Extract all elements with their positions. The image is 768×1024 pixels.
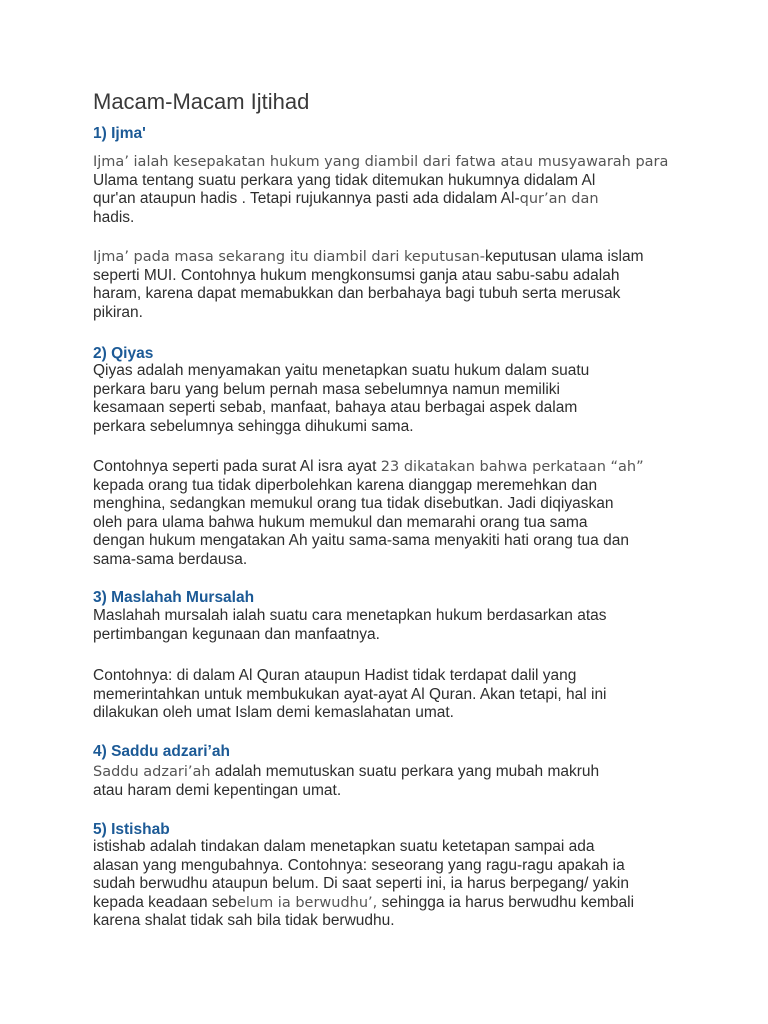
paragraph-maslahah-definition <box>93 607 693 644</box>
text-run: karena shalat tidak sah bila tidak berwudhu. <box>93 912 395 929</box>
text-run: dengan hukum mengatakan Ah yaitu sama-sama menyakiti hati orang tua dan <box>93 532 629 549</box>
paragraph-istishab <box>93 838 693 931</box>
text-line <box>93 763 693 782</box>
text-line <box>93 153 693 172</box>
text-run: kesamaan seperti sebab, manfaat, bahaya atau berbagai aspek dalam <box>93 399 578 416</box>
text-run: seperti MUI. Contohnya hukum mengkonsumsi ganja atau sabu-sabu adalah <box>93 266 620 284</box>
text-run: 23 dikatakan bahwa perkataan “ah” <box>380 459 644 475</box>
text-run: oleh para ulama bahwa hukum memukul dan memarahi orang tua sama <box>93 513 588 531</box>
text-run: atau haram demi kepentingan umat. <box>93 781 342 799</box>
text-run: pikiran. <box>93 303 143 321</box>
paragraph-qiyas-example <box>93 458 693 569</box>
text-line <box>93 667 693 686</box>
text-line <box>93 894 693 913</box>
text-run: keputusan ulama islam <box>484 248 644 265</box>
text-line <box>93 532 693 551</box>
text-run: alasan yang mengubahnya. Contohnya: seseorang yang ragu-ragu apakah ia <box>93 856 625 874</box>
text-line <box>93 248 693 267</box>
text-run: adalah memutuskan suatu perkara yang mubah makruh <box>210 763 600 780</box>
text-run: sama-sama berdausa. <box>93 550 248 568</box>
text-line <box>93 362 693 381</box>
document-title: Macam-Macam Ijtihad <box>93 89 310 114</box>
text-run: Saddu adzari’ah <box>93 764 211 780</box>
text-line <box>93 875 693 894</box>
text-run: sudah berwudhu ataupun belum. Di saat seperti ini, ia harus berpegang/ yakin <box>93 875 629 892</box>
text-run: haram, karena dapat memabukkan dan berbahaya bagi tubuh serta merusak <box>93 285 621 302</box>
text-run: perkara sebelumnya sehingga dihukumi sama. <box>93 417 414 435</box>
text-run: menghina, sedangkan memukul orang tua tidak disebutkan. Jadi diqiyaskan <box>93 495 614 512</box>
paragraph-saddu-adzariah <box>93 763 693 800</box>
text-run: qur’an dan <box>519 191 599 207</box>
section-heading-saddu-adzariah: 4) Saddu adzari’ah <box>93 743 230 760</box>
section-heading-maslahah-mursalah: 3) Maslahah Mursalah <box>93 589 255 606</box>
text-line <box>93 686 693 705</box>
text-line <box>93 551 693 570</box>
text-line <box>93 912 693 931</box>
text-line <box>93 495 693 514</box>
paragraph-maslahah-example <box>93 667 693 723</box>
text-line <box>93 285 693 304</box>
text-line <box>93 304 693 323</box>
text-run: Contohnya seperti pada surat Al isra ayat <box>93 458 381 475</box>
text-run: memerintahkan untuk membukukan ayat-ayat Al Quran. Akan tetapi, hal ini <box>93 685 607 703</box>
text-run: elum ia berwudhu’, <box>236 894 378 911</box>
text-line <box>93 418 693 437</box>
text-line <box>93 267 693 286</box>
text-line <box>93 838 693 857</box>
text-line <box>93 458 693 477</box>
text-line <box>93 381 693 400</box>
text-line <box>93 626 693 645</box>
text-run: Ijma’ ialah kesepakatan hukum yang diambil dari fatwa atau musyawarah para <box>93 154 669 170</box>
section-heading-qiyas: 2) Qiyas <box>93 345 154 362</box>
text-line <box>93 190 693 209</box>
text-run: pertimbangan kegunaan dan manfaatnya. <box>93 625 380 643</box>
text-run: hadis. <box>93 208 135 226</box>
text-run: Contohnya: di dalam Al Quran ataupun Hadist tidak terdapat dalil yang <box>93 667 577 684</box>
section-heading-ijma: 1) Ijma' <box>93 125 146 142</box>
text-line <box>93 607 693 626</box>
paragraph-qiyas-definition <box>93 362 693 436</box>
text-line <box>93 209 693 228</box>
text-line <box>93 172 693 191</box>
text-line <box>93 782 693 801</box>
section-heading-istishab: 5) Istishab <box>93 821 170 838</box>
text-run: sehingga ia harus berwudhu kembali <box>377 893 635 911</box>
text-run: Ulama tentang suatu perkara yang tidak ditemukan hukumnya didalam Al <box>93 171 596 189</box>
text-run: istishab adalah tindakan dalam menetapkan suatu ketetapan sampai ada <box>93 838 595 855</box>
text-run: Maslahah mursalah ialah suatu cara menetapkan hukum berdasarkan atas <box>93 607 607 624</box>
text-run: kepada keadaan seb <box>93 893 237 911</box>
text-run: dilakukan oleh umat Islam demi kemaslahatan umat. <box>93 704 454 721</box>
text-run: Ijma’ pada masa sekarang itu diambil dari keputusan- <box>93 249 485 265</box>
text-line <box>93 704 693 723</box>
text-line <box>93 514 693 533</box>
text-line <box>93 399 693 418</box>
text-run: Qiyas adalah menyamakan yaitu menetapkan suatu hukum dalam suatu <box>93 362 590 379</box>
text-line <box>93 857 693 876</box>
paragraph-ijma-definition <box>93 153 693 227</box>
text-run: kepada orang tua tidak diperbolehkan karena dianggap meremehkan dan <box>93 476 598 494</box>
text-run: qur'an ataupun hadis . Tetapi rujukannya pasti ada didalam Al- <box>93 190 520 207</box>
text-run: perkara baru yang belum pernah masa sebelumnya namun memiliki <box>93 380 560 398</box>
paragraph-ijma-example <box>93 248 693 322</box>
text-line <box>93 477 693 496</box>
